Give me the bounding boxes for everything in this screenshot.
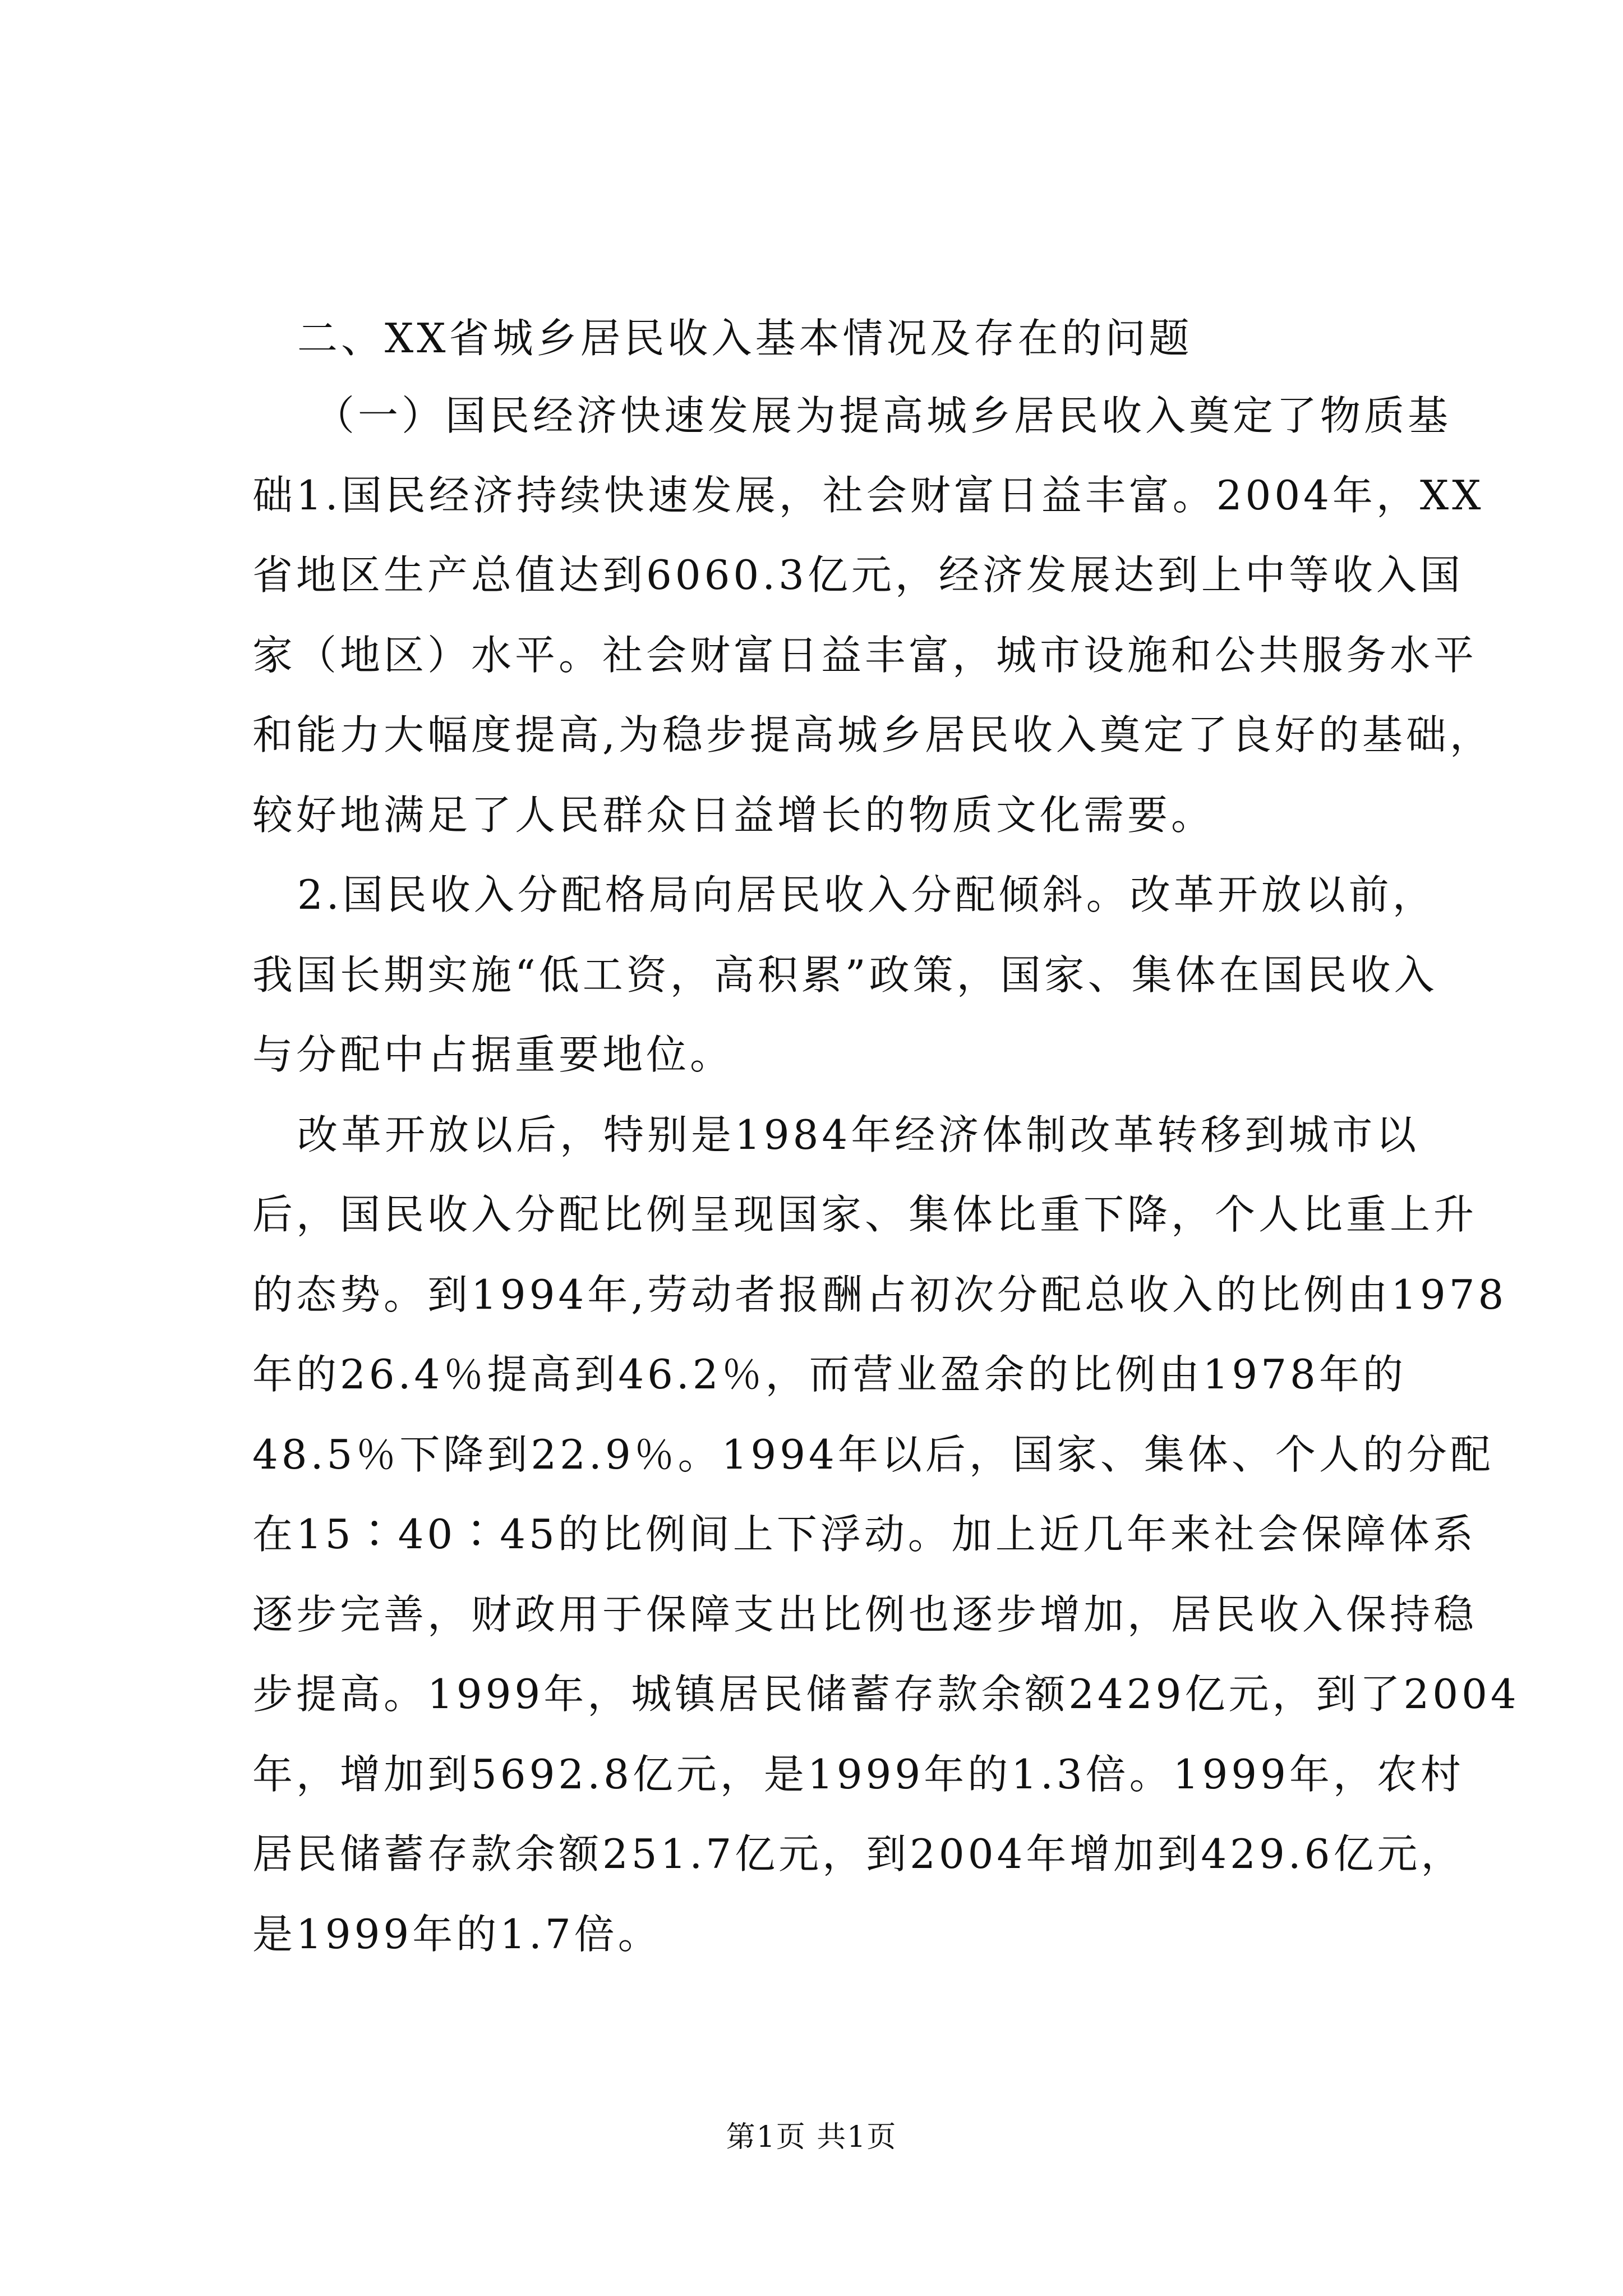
body-line: 年的26.4％提高到46.2％，而营业盈余的比例由1978年的 (252, 1351, 1407, 1398)
body-line: 的态势。到1994年,劳动者报酬占初次分配总收入的比例由1978 (252, 1271, 1507, 1318)
body-line: 48.5％下降到22.9％。1994年以后，国家、集体、个人的分配 (252, 1431, 1494, 1478)
body-line: 和能力大幅度提高,为稳步提高城乡居民收入奠定了良好的基础， (252, 711, 1493, 758)
body-line: 2.国民收入分配格局向居民收入分配倾斜。改革开放以前， (297, 871, 1436, 918)
page-number-footer: 第1页 共1页 (726, 2120, 897, 2154)
body-line: 是1999年的1.7倍。 (252, 1911, 662, 1958)
body-line: 我国长期实施“低工资，高积累”政策，国家、集体在国民收入 (252, 951, 1438, 999)
body-line: 在15∶40∶45的比例间上下浮动。加上近几年来社会保障体系 (252, 1511, 1477, 1558)
body-line: 较好地满足了人民群众日益增长的物质文化需要。 (252, 792, 1215, 839)
body-line: 逐步完善，财政用于保障支出比例也逐步增加，居民收入保持稳 (252, 1591, 1478, 1638)
body-line: 后，国民收入分配比例呈现国家、集体比重下降，个人比重上升 (252, 1191, 1478, 1238)
body-line: 础1.国民经济持续快速发展，社会财富日益丰富。2004年，XX (252, 472, 1484, 519)
section-heading: 二、XX省城乡居民收入基本情况及存在的问题 (297, 315, 1193, 362)
body-line: 居民储蓄存款余额251.7亿元，到2004年增加到429.6亿元， (252, 1830, 1465, 1878)
body-line: 与分配中占据重要地位。 (252, 1031, 734, 1078)
body-line: 改革开放以后，特别是1984年经济体制改革转移到城市以 (297, 1111, 1420, 1158)
body-line: 省地区生产总值达到6060.3亿元，经济发展达到上中等收入国 (252, 551, 1464, 599)
subsection-heading: （一）国民经济快速发展为提高城乡居民收入奠定了物质基 (314, 392, 1452, 439)
body-line: 年，增加到5692.8亿元，是1999年的1.3倍。1999年，农村 (252, 1751, 1464, 1798)
body-line: 步提高。1999年，城镇居民储蓄存款余额2429亿元，到了2004 (252, 1671, 1520, 1718)
body-line: 家（地区）水平。社会财富日益丰富，城市设施和公共服务水平 (252, 632, 1478, 679)
